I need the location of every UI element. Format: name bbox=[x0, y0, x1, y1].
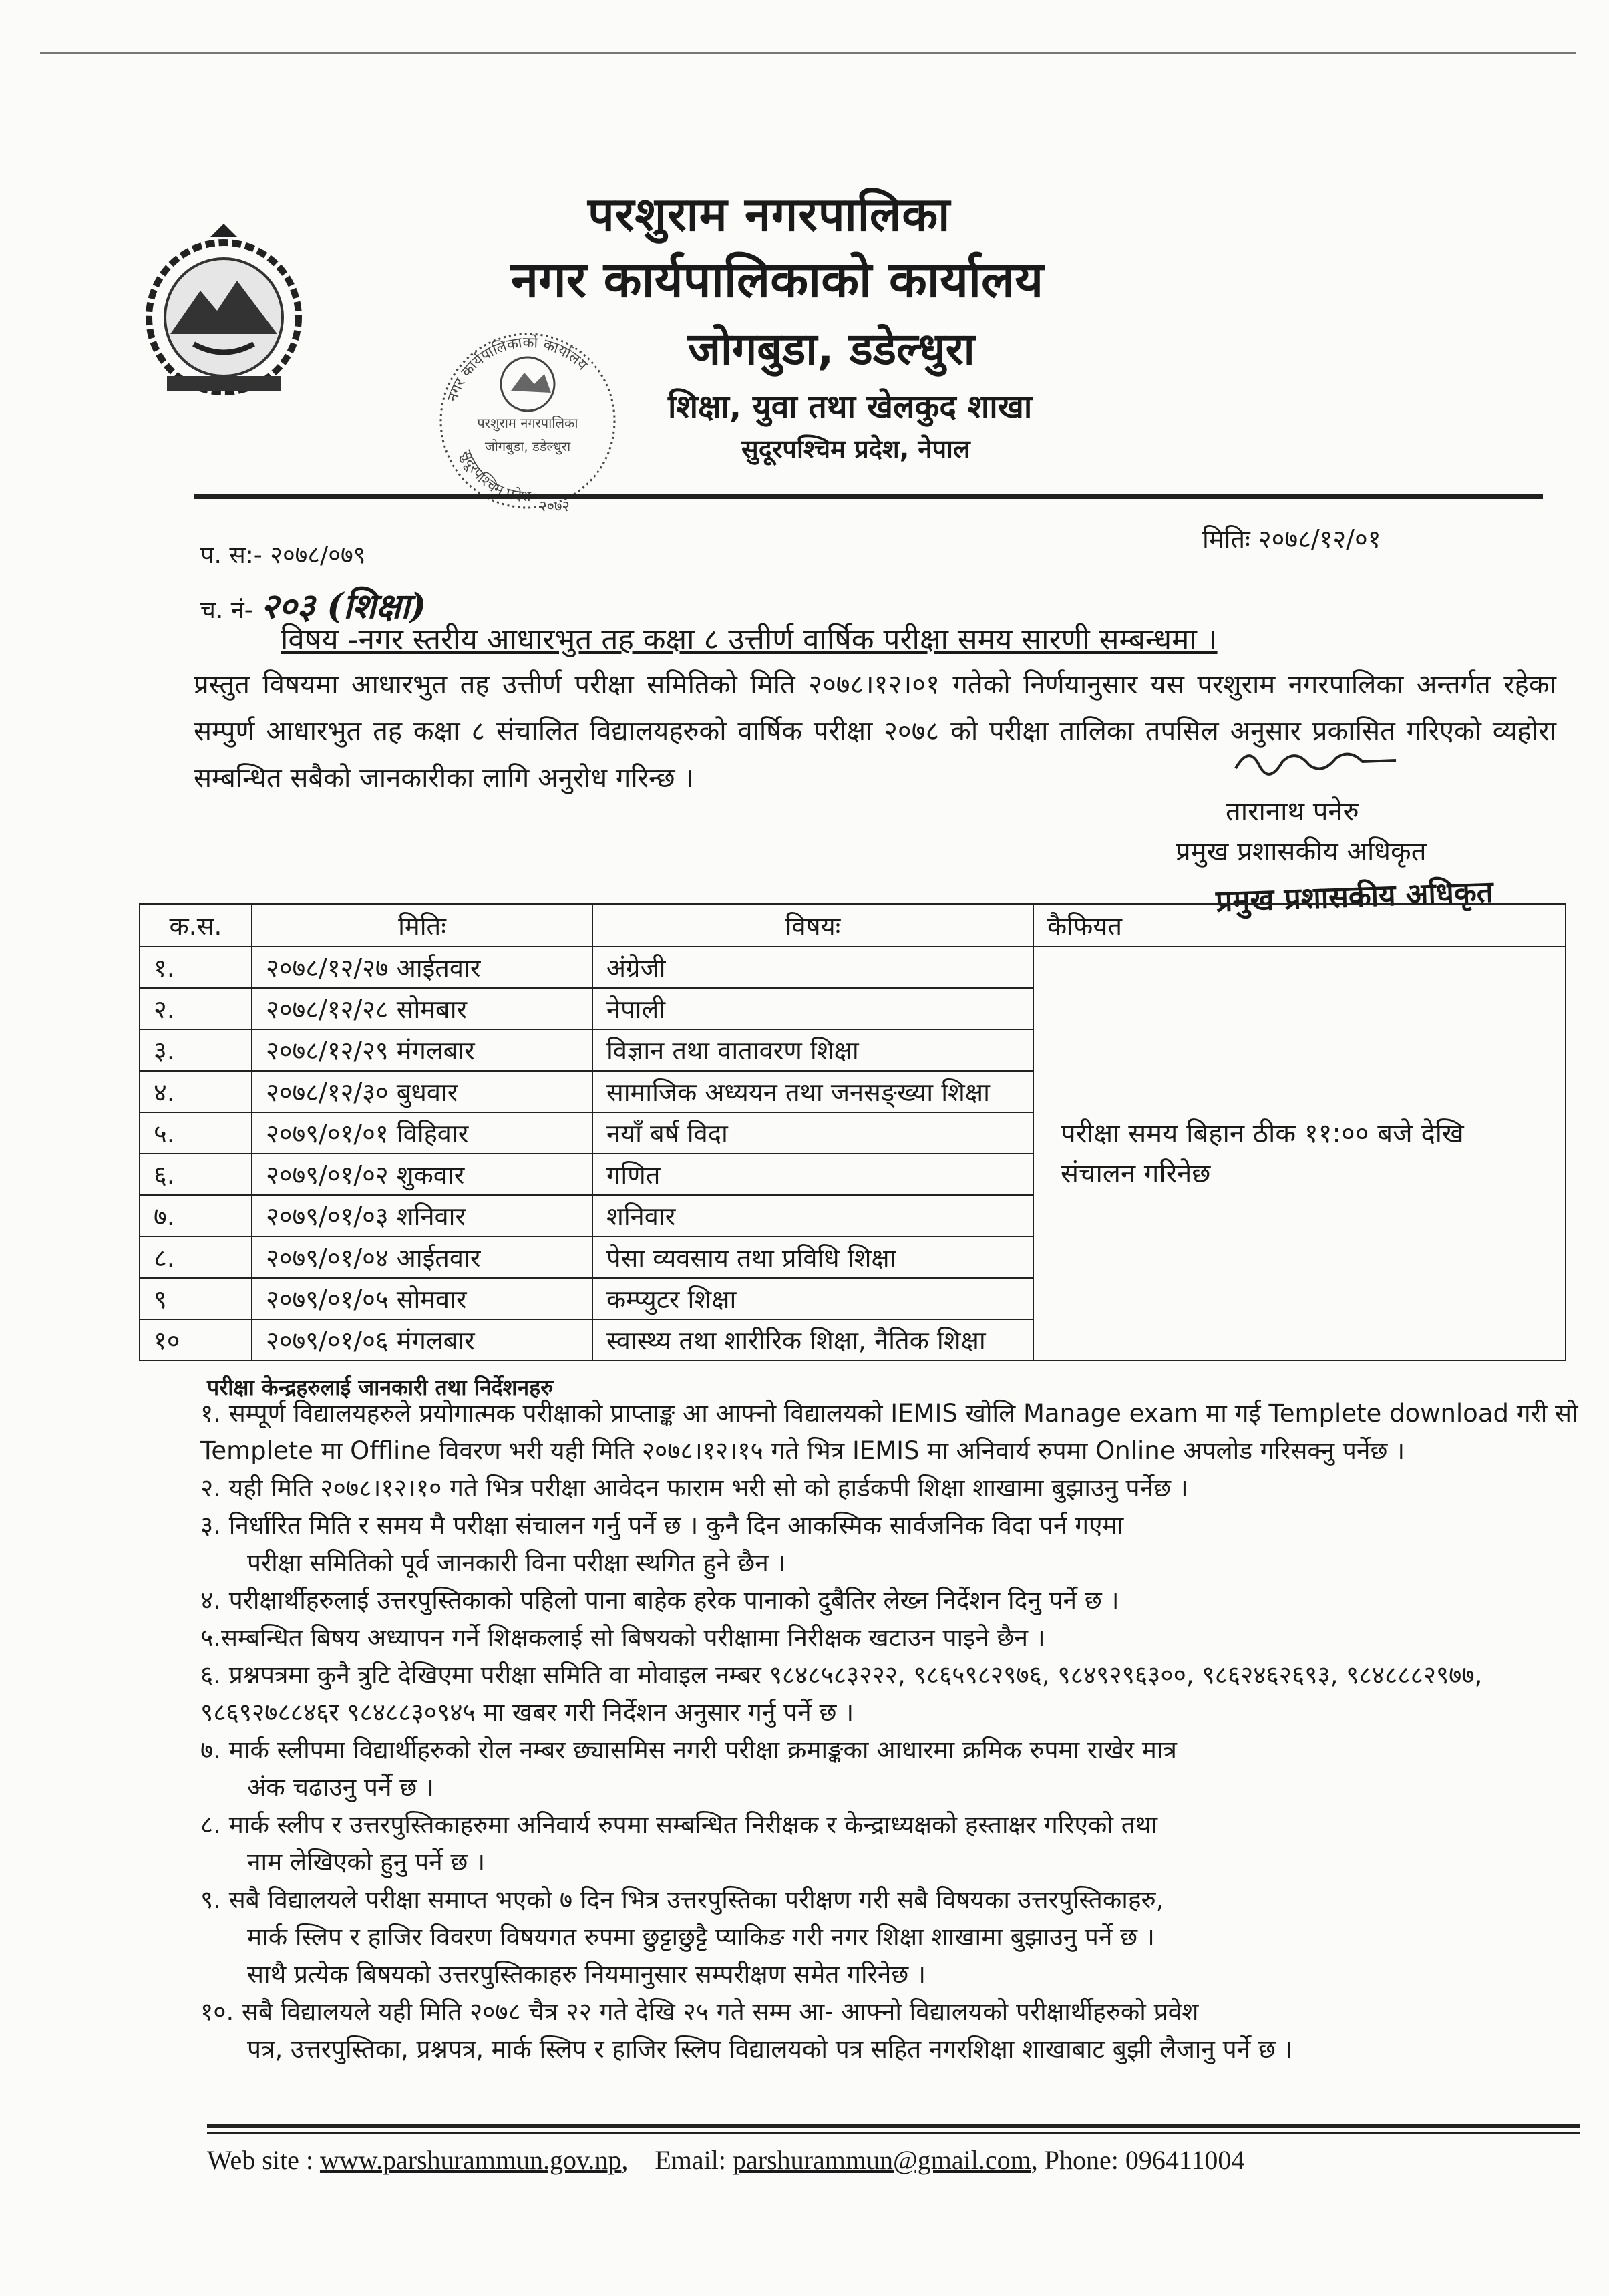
row-date: २०७९/०१/०५ सोमवार bbox=[252, 1278, 592, 1319]
stamp-arc-text-bottom: सुदूरपश्चिम प्रदेश bbox=[457, 448, 532, 506]
instruction-item: १०. सबै विद्यालयले यही मिति २०७८ चैत्र २२ गते देखि २५ गते सम्म आ- आफ्नो विद्यालयको परीक्षार्थीहरुको प्रवेश bbox=[200, 1997, 1199, 2026]
row-date: २०७९/०१/०३ शनिवार bbox=[252, 1195, 592, 1237]
website-label: Web site : bbox=[207, 2145, 313, 2175]
row-subject: शनिवार bbox=[592, 1195, 1033, 1237]
row-sn: ५. bbox=[140, 1112, 252, 1154]
email-link[interactable]: parshurammun@gmail.com bbox=[733, 2145, 1031, 2175]
footer-contact: Web site : www.parshurammun.gov.np, Email: parshurammun@gmail.com, Phone: 096411004 bbox=[207, 2145, 1245, 2175]
patra-sankhya: प. स:- २०७८/०७९ bbox=[200, 542, 366, 569]
chalani-value: २०३ (शिक्षा) bbox=[260, 586, 427, 627]
letter-date: मितिः २०७८/१२/०१ bbox=[1202, 524, 1381, 554]
office-location: जोगबुडा, डडेल्धुरा bbox=[688, 323, 975, 375]
row-date: २०७९/०१/०४ आईतवार bbox=[252, 1237, 592, 1278]
office-stamp bbox=[427, 321, 628, 521]
row-sn: २. bbox=[140, 988, 252, 1029]
row-date: २०७९/०१/०६ मंगलबार bbox=[252, 1319, 592, 1361]
row-date: २०७९/०१/०१ विहिवार bbox=[252, 1112, 592, 1154]
instruction-item: ३. निर्धारित मिति र समय मै परीक्षा संचालन गर्नु पर्ने छ । कुनै दिन आकस्मिक सार्वजनिक विदा पर्न गएमा bbox=[200, 1511, 1124, 1540]
nepal-emblem-logo bbox=[130, 217, 317, 404]
row-sn: ८. bbox=[140, 1237, 252, 1278]
instructions-list bbox=[200, 1395, 1590, 2068]
row-sn: ७. bbox=[140, 1195, 252, 1237]
top-rule bbox=[40, 52, 1576, 54]
row-date: २०७८/१२/२७ आईतवार bbox=[252, 947, 592, 988]
instruction-item: ७. मार्क स्लीपमा विद्यार्थीहरुको रोल नम्बर छ्यासमिस नगरी परीक्षा क्रमाङ्कका आधारमा क्रमिक रुपमा राखेर मात्र bbox=[200, 1736, 1177, 1764]
section-name: शिक्षा, युवा तथा खेलकुद शाखा bbox=[668, 388, 1033, 426]
instruction-continuation: परीक्षा समितिको पूर्व जानकारी विना परीक्षा स्थगित हुने छैन । bbox=[247, 1548, 786, 1577]
row-sn: ६. bbox=[140, 1154, 252, 1195]
row-subject: अंग्रेजी bbox=[592, 947, 1033, 988]
row-date: २०७८/१२/२८ सोमबार bbox=[252, 988, 592, 1029]
instruction-item: २. यही मिति २०७८।१२।१० गते भित्र परीक्षा आवेदन फाराम भरी सो को हार्डकपी शिक्षा शाखामा बुझाउनु पर्नेछ । bbox=[200, 1474, 1188, 1502]
row-date: २०७८/१२/३० बुधवार bbox=[252, 1071, 592, 1112]
email-label: Email: bbox=[655, 2145, 727, 2175]
row-subject: सामाजिक अध्ययन तथा जनसङ्ख्या शिक्षा bbox=[592, 1071, 1033, 1112]
website-link[interactable]: www.parshurammun.gov.np bbox=[319, 2145, 622, 2175]
header-sn: क.स. bbox=[140, 904, 252, 947]
chalani-label: च. नं- bbox=[200, 597, 253, 624]
phone-number: Phone: 096411004 bbox=[1044, 2145, 1245, 2175]
instruction-item: ५.सम्बन्धित बिषय अध्यापन गर्ने शिक्षकलाई सो बिषयको परीक्षामा निरीक्षक खटाउन पाइने छैन । bbox=[200, 1623, 1045, 1652]
row-sn: १. bbox=[140, 947, 252, 988]
footer-rule-thick bbox=[207, 2124, 1580, 2128]
row-subject: विज्ञान तथा वातावरण शिक्षा bbox=[592, 1029, 1033, 1071]
row-subject: गणित bbox=[592, 1154, 1033, 1195]
row-sn: ४. bbox=[140, 1071, 252, 1112]
signature-scribble bbox=[1229, 742, 1403, 782]
instruction-item: १. सम्पूर्ण विद्यालयहरुले प्रयोगात्मक परीक्षाको प्राप्ताङ्क आ आफ्नो विद्यालयको IEMIS खोलि Manage exam मा गई Templete download गरी सो Templete मा Offline विवरण भरी यही मिति २०७८।१२।१५ गते भित्र IEMIS मा अनिवार्य रुपमा Online अपलोड गरिसक्नु पर्नेछ । bbox=[200, 1399, 1578, 1465]
letter-body: प्रस्तुत विषयमा आधारभुत तह उत्तीर्ण परीक्षा समितिको मिति २०७८।१२।०१ गतेको निर्णयानुसार यस परशुराम नगरपालिका अन्तर्गत रहेका सम्पुर्ण आधारभुत तह कक्षा ८ संचालित विद्यालयहरुको वार्षिक परीक्षा २०७८ को परीक्षा तालिका तपसिल अनुसार प्रकासित गरिएको व्यहोरा सम्बन्धित सबैको जानकारीका लागि अनुरोध गरिन्छ । bbox=[194, 669, 1556, 794]
header-rule bbox=[194, 494, 1543, 499]
signatory-stamp: प्रमुख प्रशासकीय अधिकृत bbox=[1215, 874, 1494, 919]
signatory-name: तारानाथ पनेरु bbox=[1226, 796, 1359, 827]
instruction-item: ४. परीक्षार्थीहरुलाई उत्तरपुस्तिकाको पहिलो पाना बाहेक हरेक पानाको दुबैतिर लेख्न निर्देशन दिनु पर्ने छ । bbox=[200, 1586, 1119, 1615]
stamp-line1: परशुराम नगरपालिका bbox=[477, 415, 578, 431]
header-date: मितिः bbox=[252, 904, 592, 947]
instruction-continuation: अंक चढाउनु पर्ने छ । bbox=[247, 1773, 434, 1802]
instruction-item: ८. मार्क स्लीप र उत्तरपुस्तिकाहरुमा अनिवार्य रुपमा सम्बन्धित निरीक्षक र केन्द्राध्यक्षको हस्ताक्षर गरिएको तथा bbox=[200, 1810, 1158, 1839]
row-subject: पेसा व्यवसाय तथा प्रविधि शिक्षा bbox=[592, 1237, 1033, 1278]
row-subject: कम्प्युटर शिक्षा bbox=[592, 1278, 1033, 1319]
office-name: नगर कार्यपालिकाको कार्यालय bbox=[511, 251, 1044, 309]
instruction-item: ९. सबै विद्यालयले परीक्षा समाप्त भएको ७ दिन भित्र उत्तरपुस्तिका परीक्षण गरी सबै विषयका उत्तरपुस्तिकाहरु, bbox=[200, 1885, 1164, 1914]
remarks-cell: परीक्षा समय बिहान ठीक ११:०० बजे देखि संचालन गरिनेछ bbox=[1033, 947, 1566, 1361]
exam-schedule-table bbox=[139, 903, 1566, 1361]
instruction-continuation: पत्र, उत्तरपुस्तिका, प्रश्नपत्र, मार्क स्लिप र हाजिर स्लिप विद्यालयको पत्र सहित नगरशिक्षा शाखाबाट बुझी लैजानु पर्ने छ । bbox=[247, 2035, 1293, 2064]
row-date: २०७८/१२/२९ मंगलबार bbox=[252, 1029, 592, 1071]
footer-rule-thin bbox=[207, 2132, 1580, 2134]
row-date: २०७९/०१/०२ शुकवार bbox=[252, 1154, 592, 1195]
signatory-title: प्रमुख प्रशासकीय अधिकृत bbox=[1176, 836, 1427, 867]
stamp-line3: जोगबुडा, डडेल्धुरा bbox=[484, 438, 571, 454]
row-subject: स्वास्थ्य तथा शारीरिक शिक्षा, नैतिक शिक्षा bbox=[592, 1319, 1033, 1361]
row-subject: नेपाली bbox=[592, 988, 1033, 1029]
instruction-continuation: साथै प्रत्येक बिषयको उत्तरपुस्तिकाहरु नियमानुसार सम्परीक्षण समेत गरिनेछ । bbox=[247, 1960, 926, 1989]
instruction-item: ६. प्रश्नपत्रमा कुनै त्रुटि देखिएमा परीक्षा समिति वा मोवाइल नम्बर ९८४८५८३२२२, ९८६५९८२९७६, ९८४९२९६३००, ९८६२४६२६९३, ९८४८८८२९७७, ९८६९२७८८४६र ९८४८८३०९४५ मा खबर गरी निर्देशन अनुसार गर्नु पर्ने छ । bbox=[200, 1661, 1483, 1727]
stamp-arc-text-top: नगर कार्यपालिकाको कार्यालय bbox=[444, 334, 591, 404]
letter-subject: विषय -नगर स्तरीय आधारभुत तह कक्षा ८ उत्तीर्ण वार्षिक परीक्षा समय सारणी सम्बन्धमा । bbox=[281, 623, 1218, 657]
instruction-continuation: नाम लेखिएको हुनु पर्ने छ । bbox=[247, 1848, 486, 1876]
municipality-name: परशुराम नगरपालिका bbox=[588, 187, 951, 242]
row-sn: ९ bbox=[140, 1278, 252, 1319]
svg-text:नगर कार्यपालिकाको कार्यालय bbox=[444, 334, 591, 404]
stamp-year: २०७२ bbox=[539, 498, 570, 515]
row-sn: ३. bbox=[140, 1029, 252, 1071]
row-subject: नयाँ बर्ष विदा bbox=[592, 1112, 1033, 1154]
table-row bbox=[140, 947, 1566, 988]
province-name: सुदूरपश्चिम प्रदेश, नेपाल bbox=[741, 434, 970, 464]
instructions-heading: परीक्षा केन्द्रहरुलाई जानकारी तथा निर्देशनहरु bbox=[207, 1375, 554, 1400]
header-subject: विषयः bbox=[592, 904, 1033, 947]
instruction-continuation: मार्क स्लिप र हाजिर विवरण विषयगत रुपमा छुट्टाछुट्टै प्याकिङ गरी नगर शिक्षा शाखामा बुझाउनु पर्ने छ । bbox=[247, 1923, 1155, 1951]
header-remarks: कैफियत bbox=[1033, 904, 1566, 947]
row-sn: १० bbox=[140, 1319, 252, 1361]
table-header-row bbox=[140, 904, 1566, 947]
